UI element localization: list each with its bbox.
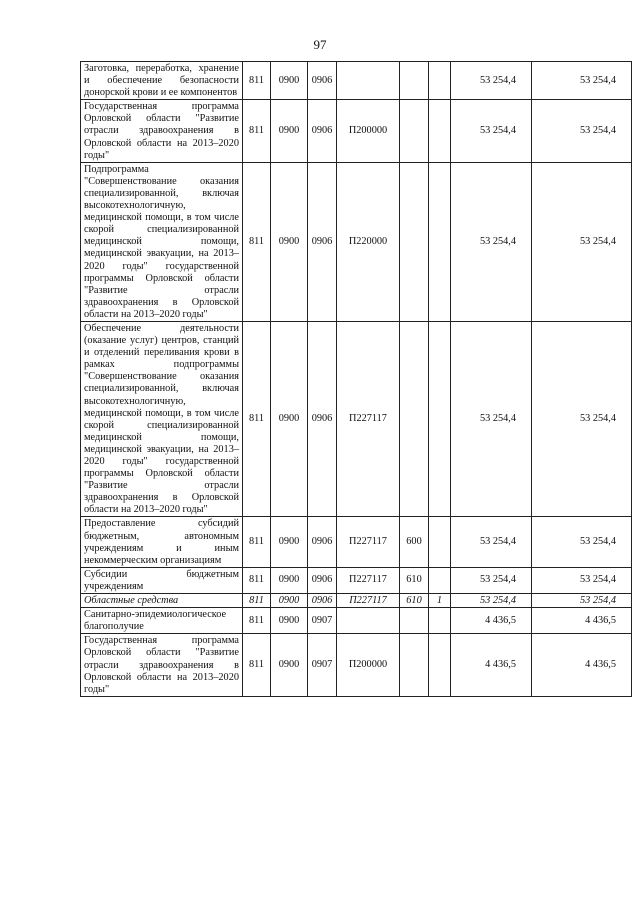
table-row: [81, 517, 632, 567]
target-article-cell: П227117: [337, 517, 400, 567]
subsection-code-cell: 0906: [308, 567, 337, 593]
target-article-cell: П227117: [337, 567, 400, 593]
section-code-cell: 0900: [271, 162, 308, 321]
amount-cell-1: 53 254,4: [451, 517, 532, 567]
amount-cell-2: 53 254,4: [532, 62, 632, 100]
target-article-cell: П227117: [337, 594, 400, 608]
table-row: [81, 321, 632, 517]
row-name-cell: Обеспечение деятельности (оказание услуг) центров, станций и отделений переливания крови в рамках подпрограммы "Совершенствование оказания специализированной, включая высокотехнологичную, медицинской помощи, в том числе скорой специализированной медицинской помощи, медицинской эвакуации, на 2013–2020 годы" государственной программы Орловской области "Развитие отрасли здравоохранения в Орловской области на 2013–2020 годы": [81, 321, 243, 517]
fund-source-cell: [429, 634, 451, 696]
admin-code-cell: 811: [243, 594, 271, 608]
row-name-cell: Заготовка, переработка, хранение и обеспечение безопасности донорской крови и ее компонентов: [81, 62, 243, 100]
page-number: 97: [313, 37, 327, 52]
amount-cell-1: 53 254,4: [451, 567, 532, 593]
table-row: [81, 608, 632, 634]
row-name-cell: Государственная программа Орловской области "Развитие отрасли здравоохранения в Орловской области на 2013–2020 годы": [81, 634, 243, 696]
expense-type-cell: [400, 634, 429, 696]
table-row: [81, 594, 632, 608]
amount-cell-2: 53 254,4: [532, 594, 632, 608]
amount-cell-2: 53 254,4: [532, 162, 632, 321]
amount-cell-2: 53 254,4: [532, 321, 632, 517]
subsection-code-cell: 0906: [308, 517, 337, 567]
section-code-cell: 0900: [271, 100, 308, 162]
expense-type-cell: [400, 162, 429, 321]
amount-cell-1: 53 254,4: [451, 321, 532, 517]
target-article-cell: П200000: [337, 100, 400, 162]
row-name-cell: Предоставление субсидий бюджетным, автономным учреждениям и иным некоммерческим организациям: [81, 517, 243, 567]
fund-source-cell: [429, 100, 451, 162]
target-article-cell: П200000: [337, 634, 400, 696]
admin-code-cell: 811: [243, 100, 271, 162]
admin-code-cell: 811: [243, 321, 271, 517]
amount-cell-1: 53 254,4: [451, 62, 532, 100]
amount-cell-2: 53 254,4: [532, 100, 632, 162]
expense-type-cell: 600: [400, 517, 429, 567]
table-row: [81, 62, 632, 100]
subsection-code-cell: 0906: [308, 162, 337, 321]
expense-type-cell: [400, 608, 429, 634]
fund-source-cell: [429, 608, 451, 634]
admin-code-cell: 811: [243, 517, 271, 567]
fund-source-cell: 1: [429, 594, 451, 608]
amount-cell-1: 53 254,4: [451, 162, 532, 321]
subsection-code-cell: 0907: [308, 634, 337, 696]
table-row: [81, 100, 632, 162]
table-row: [81, 567, 632, 593]
expense-type-cell: [400, 321, 429, 517]
row-name-cell: Субсидии бюджетным учреждениям: [81, 567, 243, 593]
admin-code-cell: 811: [243, 608, 271, 634]
target-article-cell: [337, 608, 400, 634]
subsection-code-cell: 0906: [308, 321, 337, 517]
amount-cell-2: 53 254,4: [532, 517, 632, 567]
section-code-cell: 0900: [271, 321, 308, 517]
section-code-cell: 0900: [271, 517, 308, 567]
subsection-code-cell: 0907: [308, 608, 337, 634]
admin-code-cell: 811: [243, 634, 271, 696]
target-article-cell: П227117: [337, 321, 400, 517]
amount-cell-2: 4 436,5: [532, 608, 632, 634]
target-article-cell: П220000: [337, 162, 400, 321]
row-name-cell: Областные средства: [81, 594, 243, 608]
amount-cell-1: 53 254,4: [451, 594, 532, 608]
amount-cell-1: 4 436,5: [451, 634, 532, 696]
section-code-cell: 0900: [271, 608, 308, 634]
admin-code-cell: 811: [243, 567, 271, 593]
row-name-cell: Санитарно-эпидемиологическое благополучие: [81, 608, 243, 634]
table-row: [81, 162, 632, 321]
subsection-code-cell: 0906: [308, 594, 337, 608]
fund-source-cell: [429, 62, 451, 100]
fund-source-cell: [429, 567, 451, 593]
amount-cell-1: 4 436,5: [451, 608, 532, 634]
expense-type-cell: [400, 100, 429, 162]
amount-cell-2: 4 436,5: [532, 634, 632, 696]
fund-source-cell: [429, 321, 451, 517]
amount-cell-2: 53 254,4: [532, 567, 632, 593]
fund-source-cell: [429, 517, 451, 567]
row-name-cell: Подпрограмма "Совершенствование оказания специализированной, включая высокотехнологичную, медицинской помощи, в том числе скорой специализированной медицинской помощи, медицинской эвакуации, на 2013–2020 годы" государственной программы Орловской области "Развитие отрасли здравоохранения в Орловской области на 2013–2020 годы": [81, 162, 243, 321]
expense-type-cell: 610: [400, 567, 429, 593]
expense-type-cell: 610: [400, 594, 429, 608]
section-code-cell: 0900: [271, 567, 308, 593]
budget-table: [80, 61, 632, 697]
target-article-cell: [337, 62, 400, 100]
table-row: [81, 634, 632, 696]
section-code-cell: 0900: [271, 634, 308, 696]
section-code-cell: 0900: [271, 594, 308, 608]
amount-cell-1: 53 254,4: [451, 100, 532, 162]
subsection-code-cell: 0906: [308, 100, 337, 162]
fund-source-cell: [429, 162, 451, 321]
section-code-cell: 0900: [271, 62, 308, 100]
subsection-code-cell: 0906: [308, 62, 337, 100]
admin-code-cell: 811: [243, 62, 271, 100]
admin-code-cell: 811: [243, 162, 271, 321]
row-name-cell: Государственная программа Орловской области "Развитие отрасли здравоохранения в Орловской области на 2013–2020 годы": [81, 100, 243, 162]
expense-type-cell: [400, 62, 429, 100]
